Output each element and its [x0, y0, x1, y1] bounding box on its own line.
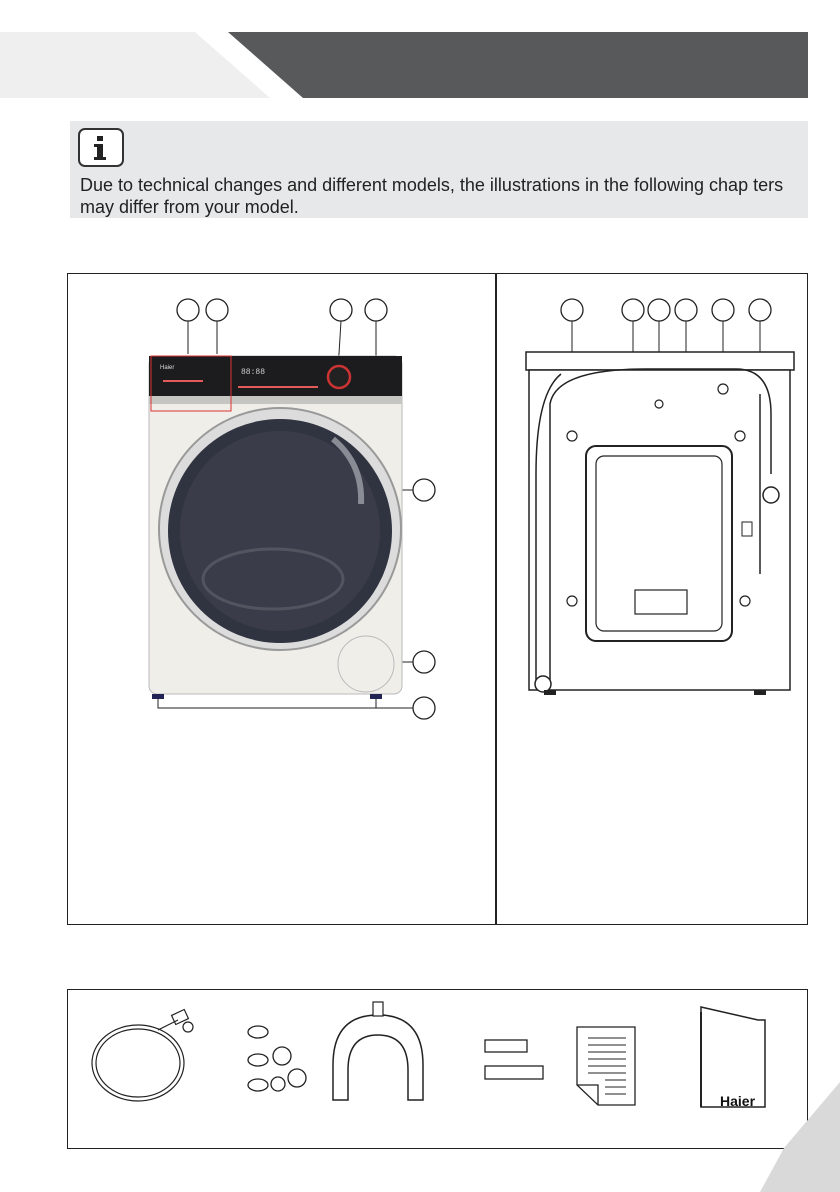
document-sheet-icon: [577, 1027, 635, 1105]
header-tab-light: [0, 32, 270, 98]
accessories-panel: [67, 989, 808, 1149]
rear-view-panel: [495, 273, 808, 925]
svg-text:Haier: Haier: [160, 365, 175, 371]
svg-text:88:88: 88:88: [241, 368, 266, 377]
user-manual-icon: [701, 1007, 765, 1107]
info-icon: [78, 128, 124, 167]
inlet-hose-icon: [92, 1010, 193, 1101]
manual-brand-label: Haier: [720, 1093, 756, 1109]
notice-text: Due to technical changes and different models, the illustrations in the following chap ters may differ from your model.: [80, 175, 784, 217]
header-tab-dark: [228, 32, 808, 98]
transit-caps-icon: [248, 1026, 306, 1091]
front-view-panel: [67, 273, 497, 925]
hose-holder-icon: [333, 1015, 423, 1100]
